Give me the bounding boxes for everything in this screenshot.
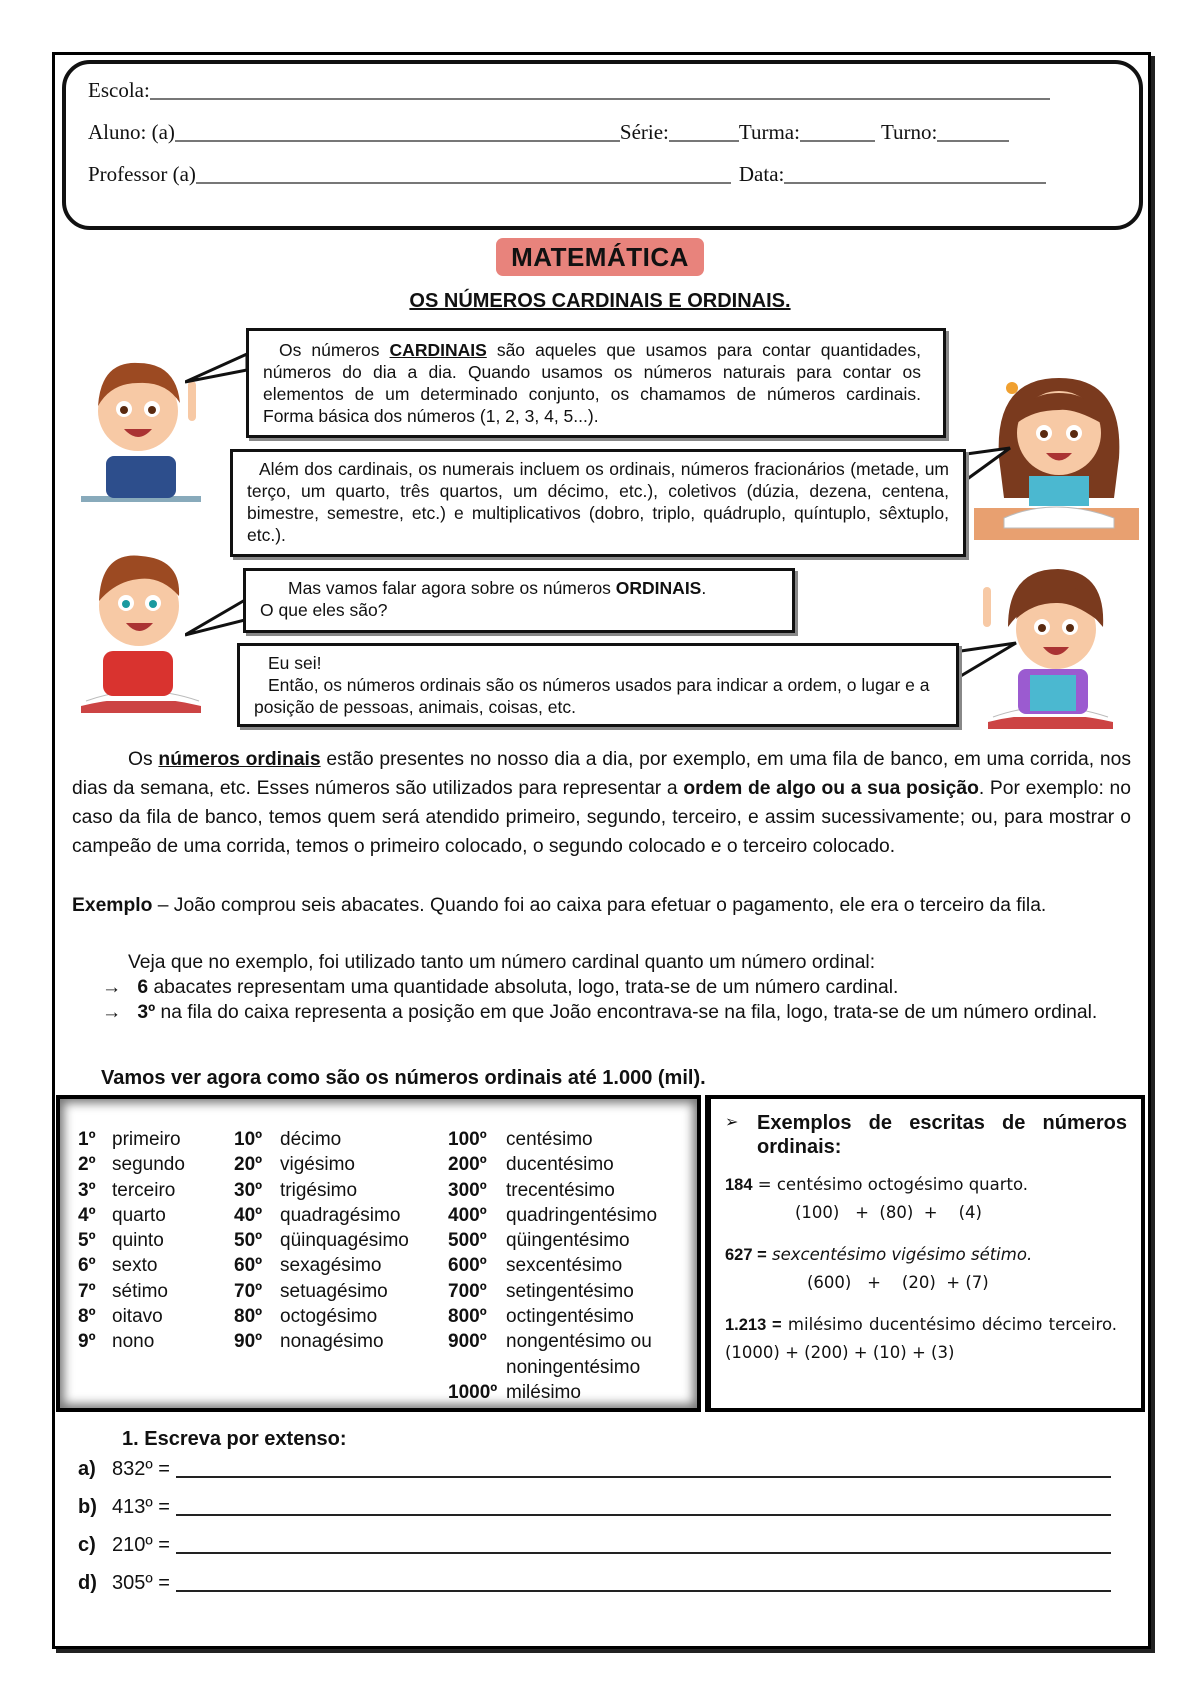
student-field[interactable] bbox=[175, 140, 620, 142]
example-parts: (600) + (20) + (7) bbox=[807, 1273, 989, 1292]
ordinal-number: 7º bbox=[78, 1280, 96, 1302]
subject-badge: MATEMÁTICA bbox=[496, 238, 704, 276]
ordinal-number: 500º bbox=[448, 1230, 487, 1252]
ordinal-number: 1º bbox=[78, 1129, 96, 1150]
ordinal-row bbox=[78, 1279, 185, 1304]
ordinal-number: 8º bbox=[78, 1306, 96, 1328]
ordinal-word: octogésimo bbox=[280, 1306, 378, 1328]
ordinal-word: sexto bbox=[112, 1255, 158, 1277]
item-value: 832º = bbox=[112, 1458, 170, 1480]
ordinal-word: qüinquagésimo bbox=[280, 1230, 409, 1252]
example-text: = centésimo octogésimo quarto. bbox=[752, 1175, 1029, 1194]
ordinal-word: terceiro bbox=[112, 1179, 176, 1201]
ordinal-word: primeiro bbox=[112, 1129, 181, 1150]
ordinal-number: 20º bbox=[234, 1154, 263, 1176]
bubble-tail bbox=[185, 350, 255, 390]
ordinal-number: 900º bbox=[448, 1331, 487, 1353]
school-label: Escola: bbox=[88, 78, 150, 102]
item-value: 413º = bbox=[112, 1496, 170, 1518]
ordinal-word: sexcentésimo bbox=[506, 1255, 623, 1277]
ordinal-number: 800º bbox=[448, 1306, 487, 1328]
bubble-text: Os números bbox=[279, 340, 390, 360]
ordinal-word: vigésimo bbox=[280, 1154, 355, 1176]
bubble-text: são aqueles que usamos para contar quantidades, números do dia a dia. Quando usamos os números naturais para contar os elementos de um determinado conjunto, os chamamos de números cardinais. Forma básica dos números (1, 2, 3, 4, 5...). bbox=[263, 340, 921, 426]
bubble-tail bbox=[950, 640, 1020, 690]
ordinal-word: ducentésimo bbox=[506, 1154, 614, 1176]
answer-line[interactable] bbox=[176, 1590, 1111, 1592]
ordinal-row bbox=[448, 1355, 657, 1380]
ordinal-number: 4º bbox=[78, 1204, 96, 1226]
ordinal-word: nonagésimo bbox=[280, 1331, 384, 1353]
ordinal-word: octingentésimo bbox=[506, 1306, 634, 1328]
class-field[interactable] bbox=[800, 140, 875, 142]
ordinal-row bbox=[448, 1228, 657, 1253]
exercise-item bbox=[78, 1534, 1111, 1557]
exercise-title: 1. Escreva por extenso: bbox=[122, 1428, 347, 1450]
ordinal-row bbox=[448, 1380, 657, 1405]
arrow-icon: → bbox=[102, 977, 122, 998]
teacher-label: Professor (a) bbox=[88, 162, 196, 186]
examples-box bbox=[705, 1095, 1145, 1412]
text: – João comprou seis abacates. Quando foi ao caixa para efetuar o pagamento, ele era o terceiro da fila. bbox=[152, 895, 1047, 916]
answer-line[interactable] bbox=[176, 1514, 1111, 1516]
ordinal-row bbox=[234, 1253, 409, 1278]
ordinal-number: 300º bbox=[448, 1179, 487, 1201]
bubble-text: Além dos cardinais, os numerais incluem os ordinais, números fracionários (metade, um terço, um quarto, três quartos, um décimo, etc.), coletivos (dúzia, dezena, centena, bimestre, semestre, etc.) e multiplicativos (dobro, triplo, quádruplo, quíntuplo, sêxtuplo, etc.). bbox=[247, 459, 949, 545]
example-text: milésimo ducentésimo décimo terceiro. (1000) + (200) + (10) + (3) bbox=[725, 1315, 1117, 1362]
example-627 bbox=[725, 1241, 1127, 1269]
ordinal-row bbox=[234, 1152, 409, 1177]
ordinal-row bbox=[448, 1329, 657, 1354]
ordinal-word: quadringentésimo bbox=[506, 1204, 658, 1226]
speech-bubble-cardinals bbox=[246, 328, 946, 438]
ordinal-word: oitavo bbox=[112, 1306, 163, 1328]
ordinal-word: qüingentésimo bbox=[506, 1230, 630, 1252]
bullet-arrow-icon: ➢ bbox=[725, 1114, 739, 1131]
ordinal-number: 700º bbox=[448, 1280, 487, 1302]
text: abacates representam uma quantidade absoluta, logo, trata-se de um número cardinal. bbox=[148, 977, 899, 998]
speech-bubble-answer bbox=[237, 643, 959, 727]
ordinal-word: trecentésimo bbox=[506, 1179, 615, 1201]
class-label: Turma: bbox=[738, 120, 800, 144]
ordinal-number: 3º bbox=[78, 1179, 96, 1201]
item-value: 305º = bbox=[112, 1572, 170, 1594]
ordinal-word: nongentésimo ou bbox=[506, 1331, 652, 1353]
bubble-text: Então, os números ordinais são os números usados para indicar a ordem, o lugar e a posição de pessoas, animais, coisas, etc. bbox=[254, 675, 930, 717]
ordinal-number: 1000º bbox=[448, 1381, 498, 1403]
student-label: Aluno: (a) bbox=[88, 120, 175, 144]
ordinal-number: 10º bbox=[234, 1129, 263, 1150]
item-letter: b) bbox=[78, 1496, 97, 1518]
ordinal-row bbox=[234, 1304, 409, 1329]
examples-heading-text: Exemplos de escritas de números ordinais: bbox=[757, 1112, 1127, 1158]
ordinal-word: nono bbox=[112, 1331, 155, 1353]
bold-text: 6 bbox=[137, 977, 149, 998]
ordinal-row bbox=[78, 1329, 185, 1354]
student-row bbox=[88, 120, 1009, 145]
ordinal-row bbox=[78, 1127, 185, 1152]
shift-label: Turno: bbox=[880, 120, 938, 144]
ordinal-number: 50º bbox=[234, 1230, 263, 1252]
arrow-icon: → bbox=[102, 1002, 122, 1023]
grade-field[interactable] bbox=[669, 140, 739, 142]
ordinal-row bbox=[78, 1304, 185, 1329]
text: estão presentes no nosso dia a dia, por exemplo, em uma fila de banco, em uma corrida, nos dias da semana, etc. Esses números são utilizados para representar a bbox=[72, 749, 1131, 799]
ordinal-row bbox=[234, 1228, 409, 1253]
ordinal-row bbox=[78, 1178, 185, 1203]
school-field[interactable] bbox=[150, 98, 1050, 100]
bullet-ordinal bbox=[72, 1000, 1131, 1025]
bold-text: 3º bbox=[137, 1002, 156, 1023]
ordinal-word: décimo bbox=[280, 1129, 342, 1150]
ordinal-word: segundo bbox=[112, 1154, 185, 1176]
ordinal-row bbox=[448, 1178, 657, 1203]
example-184 bbox=[725, 1171, 1127, 1199]
date-field[interactable] bbox=[784, 182, 1046, 184]
explanation-paragraph: Veja que no exemplo, foi utilizado tanto um número cardinal quanto um número ordinal: bbox=[128, 952, 876, 973]
ordinal-number: 60º bbox=[234, 1255, 263, 1277]
ordinal-number: 400º bbox=[448, 1204, 487, 1226]
example-number: 627 = bbox=[725, 1246, 767, 1264]
ordinal-row bbox=[234, 1279, 409, 1304]
example-text: sexcentésimo vigésimo sétimo. bbox=[766, 1245, 1033, 1264]
ordinal-row bbox=[234, 1329, 409, 1354]
ordinal-word: setingentésimo bbox=[506, 1280, 634, 1302]
ordinal-row bbox=[448, 1152, 657, 1177]
text: . Por exemplo: no caso da fila de banco, temos quem será atendido primeiro, segundo, terceiro, e assim sucessivamente; ou, para mostrar o campeão de uma corrida, temos o primeiro colocado, o segundo colocado e o terceiro colocado. bbox=[72, 778, 1131, 857]
answer-line[interactable] bbox=[176, 1476, 1111, 1478]
item-value: 210º = bbox=[112, 1534, 170, 1556]
ordinal-row bbox=[448, 1203, 657, 1228]
bubble-bold-text: ORDINAIS bbox=[615, 578, 702, 598]
ordinals-column-tens bbox=[234, 1127, 409, 1355]
bold-text: números ordinais bbox=[158, 749, 321, 770]
ordinal-number: 5º bbox=[78, 1230, 96, 1252]
ordinal-number: 200º bbox=[448, 1154, 487, 1176]
examples-heading bbox=[725, 1111, 1127, 1159]
ordinal-word: quarto bbox=[112, 1204, 166, 1226]
ordinal-row bbox=[234, 1178, 409, 1203]
ordinal-row bbox=[234, 1127, 409, 1152]
speech-bubble-numerals bbox=[230, 449, 966, 557]
ordinal-word: sexagésimo bbox=[280, 1255, 382, 1277]
example-1213 bbox=[725, 1311, 1127, 1367]
intro-paragraph bbox=[72, 745, 1131, 861]
ordinal-word: quadragésimo bbox=[280, 1204, 401, 1226]
page-title: OS NÚMEROS CARDINAIS E ORDINAIS. bbox=[409, 290, 791, 312]
date-label: Data: bbox=[738, 162, 785, 186]
ordinal-number: 80º bbox=[234, 1306, 263, 1328]
ordinals-column-hundreds bbox=[448, 1127, 657, 1405]
ordinal-row bbox=[448, 1304, 657, 1329]
ordinal-row bbox=[78, 1228, 185, 1253]
item-letter: c) bbox=[78, 1534, 96, 1556]
ordinal-row bbox=[234, 1203, 409, 1228]
teacher-row bbox=[88, 162, 1046, 187]
ordinals-intro: Vamos ver agora como são os números ordinais até 1.000 (mil). bbox=[101, 1067, 706, 1089]
bold-text: ordem de algo ou a sua posição bbox=[683, 778, 979, 799]
ordinal-number: 70º bbox=[234, 1280, 263, 1302]
ordinal-number: 100º bbox=[448, 1129, 487, 1150]
ordinal-row bbox=[78, 1253, 185, 1278]
teacher-field[interactable] bbox=[196, 182, 731, 184]
ordinal-row bbox=[448, 1253, 657, 1278]
item-letter: d) bbox=[78, 1572, 97, 1594]
ordinal-row bbox=[78, 1152, 185, 1177]
example-number: 1.213 = bbox=[725, 1316, 782, 1334]
bubble-text: O que eles são? bbox=[260, 600, 388, 620]
exercise-item bbox=[78, 1496, 1111, 1519]
ordinal-word: setuagésimo bbox=[280, 1280, 388, 1302]
ordinal-word: milésimo bbox=[506, 1381, 581, 1403]
shift-field[interactable] bbox=[937, 140, 1009, 142]
exercise-item bbox=[78, 1458, 1111, 1481]
ordinal-row bbox=[448, 1279, 657, 1304]
ordinals-column-units bbox=[78, 1127, 185, 1355]
ordinal-word: trigésimo bbox=[280, 1179, 358, 1201]
ordinal-word: sétimo bbox=[112, 1280, 168, 1302]
ordinal-row bbox=[78, 1203, 185, 1228]
ordinal-number: 2º bbox=[78, 1154, 96, 1176]
example-number: 184 bbox=[725, 1176, 753, 1194]
ordinal-number: 40º bbox=[234, 1204, 263, 1226]
speech-bubble-question bbox=[243, 568, 795, 633]
example-paragraph bbox=[72, 891, 1131, 920]
student-info-header bbox=[62, 60, 1143, 230]
answer-line[interactable] bbox=[176, 1552, 1111, 1554]
bubble-text: . bbox=[701, 578, 707, 598]
ordinals-table bbox=[56, 1095, 701, 1412]
bubble-bold-text: CARDINAIS bbox=[389, 340, 487, 360]
ordinal-word: quinto bbox=[112, 1230, 164, 1252]
ordinal-number: 30º bbox=[234, 1179, 263, 1201]
ordinal-number: 600º bbox=[448, 1255, 487, 1277]
text: Os bbox=[128, 749, 159, 770]
text: na fila do caixa representa a posição em que João encontrava-se na fila, logo, trata-se de um número ordinal. bbox=[155, 1002, 1098, 1023]
school-row bbox=[88, 78, 1050, 103]
ordinal-number: 6º bbox=[78, 1255, 96, 1277]
example-parts: (100) + (80) + (4) bbox=[795, 1203, 982, 1222]
bullet-cardinal bbox=[72, 975, 1131, 1000]
ordinal-word: centésimo bbox=[506, 1129, 593, 1150]
exercise-item bbox=[78, 1572, 1111, 1595]
ordinal-number: 90º bbox=[234, 1331, 263, 1353]
item-letter: a) bbox=[78, 1458, 96, 1480]
ordinal-word: noningentésimo bbox=[506, 1356, 641, 1378]
bubble-text: Mas vamos falar agora sobre os números bbox=[288, 578, 616, 598]
bubble-tail bbox=[185, 590, 250, 640]
ordinal-number: 9º bbox=[78, 1331, 96, 1353]
example-label: Exemplo bbox=[72, 895, 153, 916]
bubble-text: Eu sei! bbox=[268, 653, 322, 673]
grade-label: Série: bbox=[619, 120, 669, 144]
ordinal-row bbox=[448, 1127, 657, 1152]
